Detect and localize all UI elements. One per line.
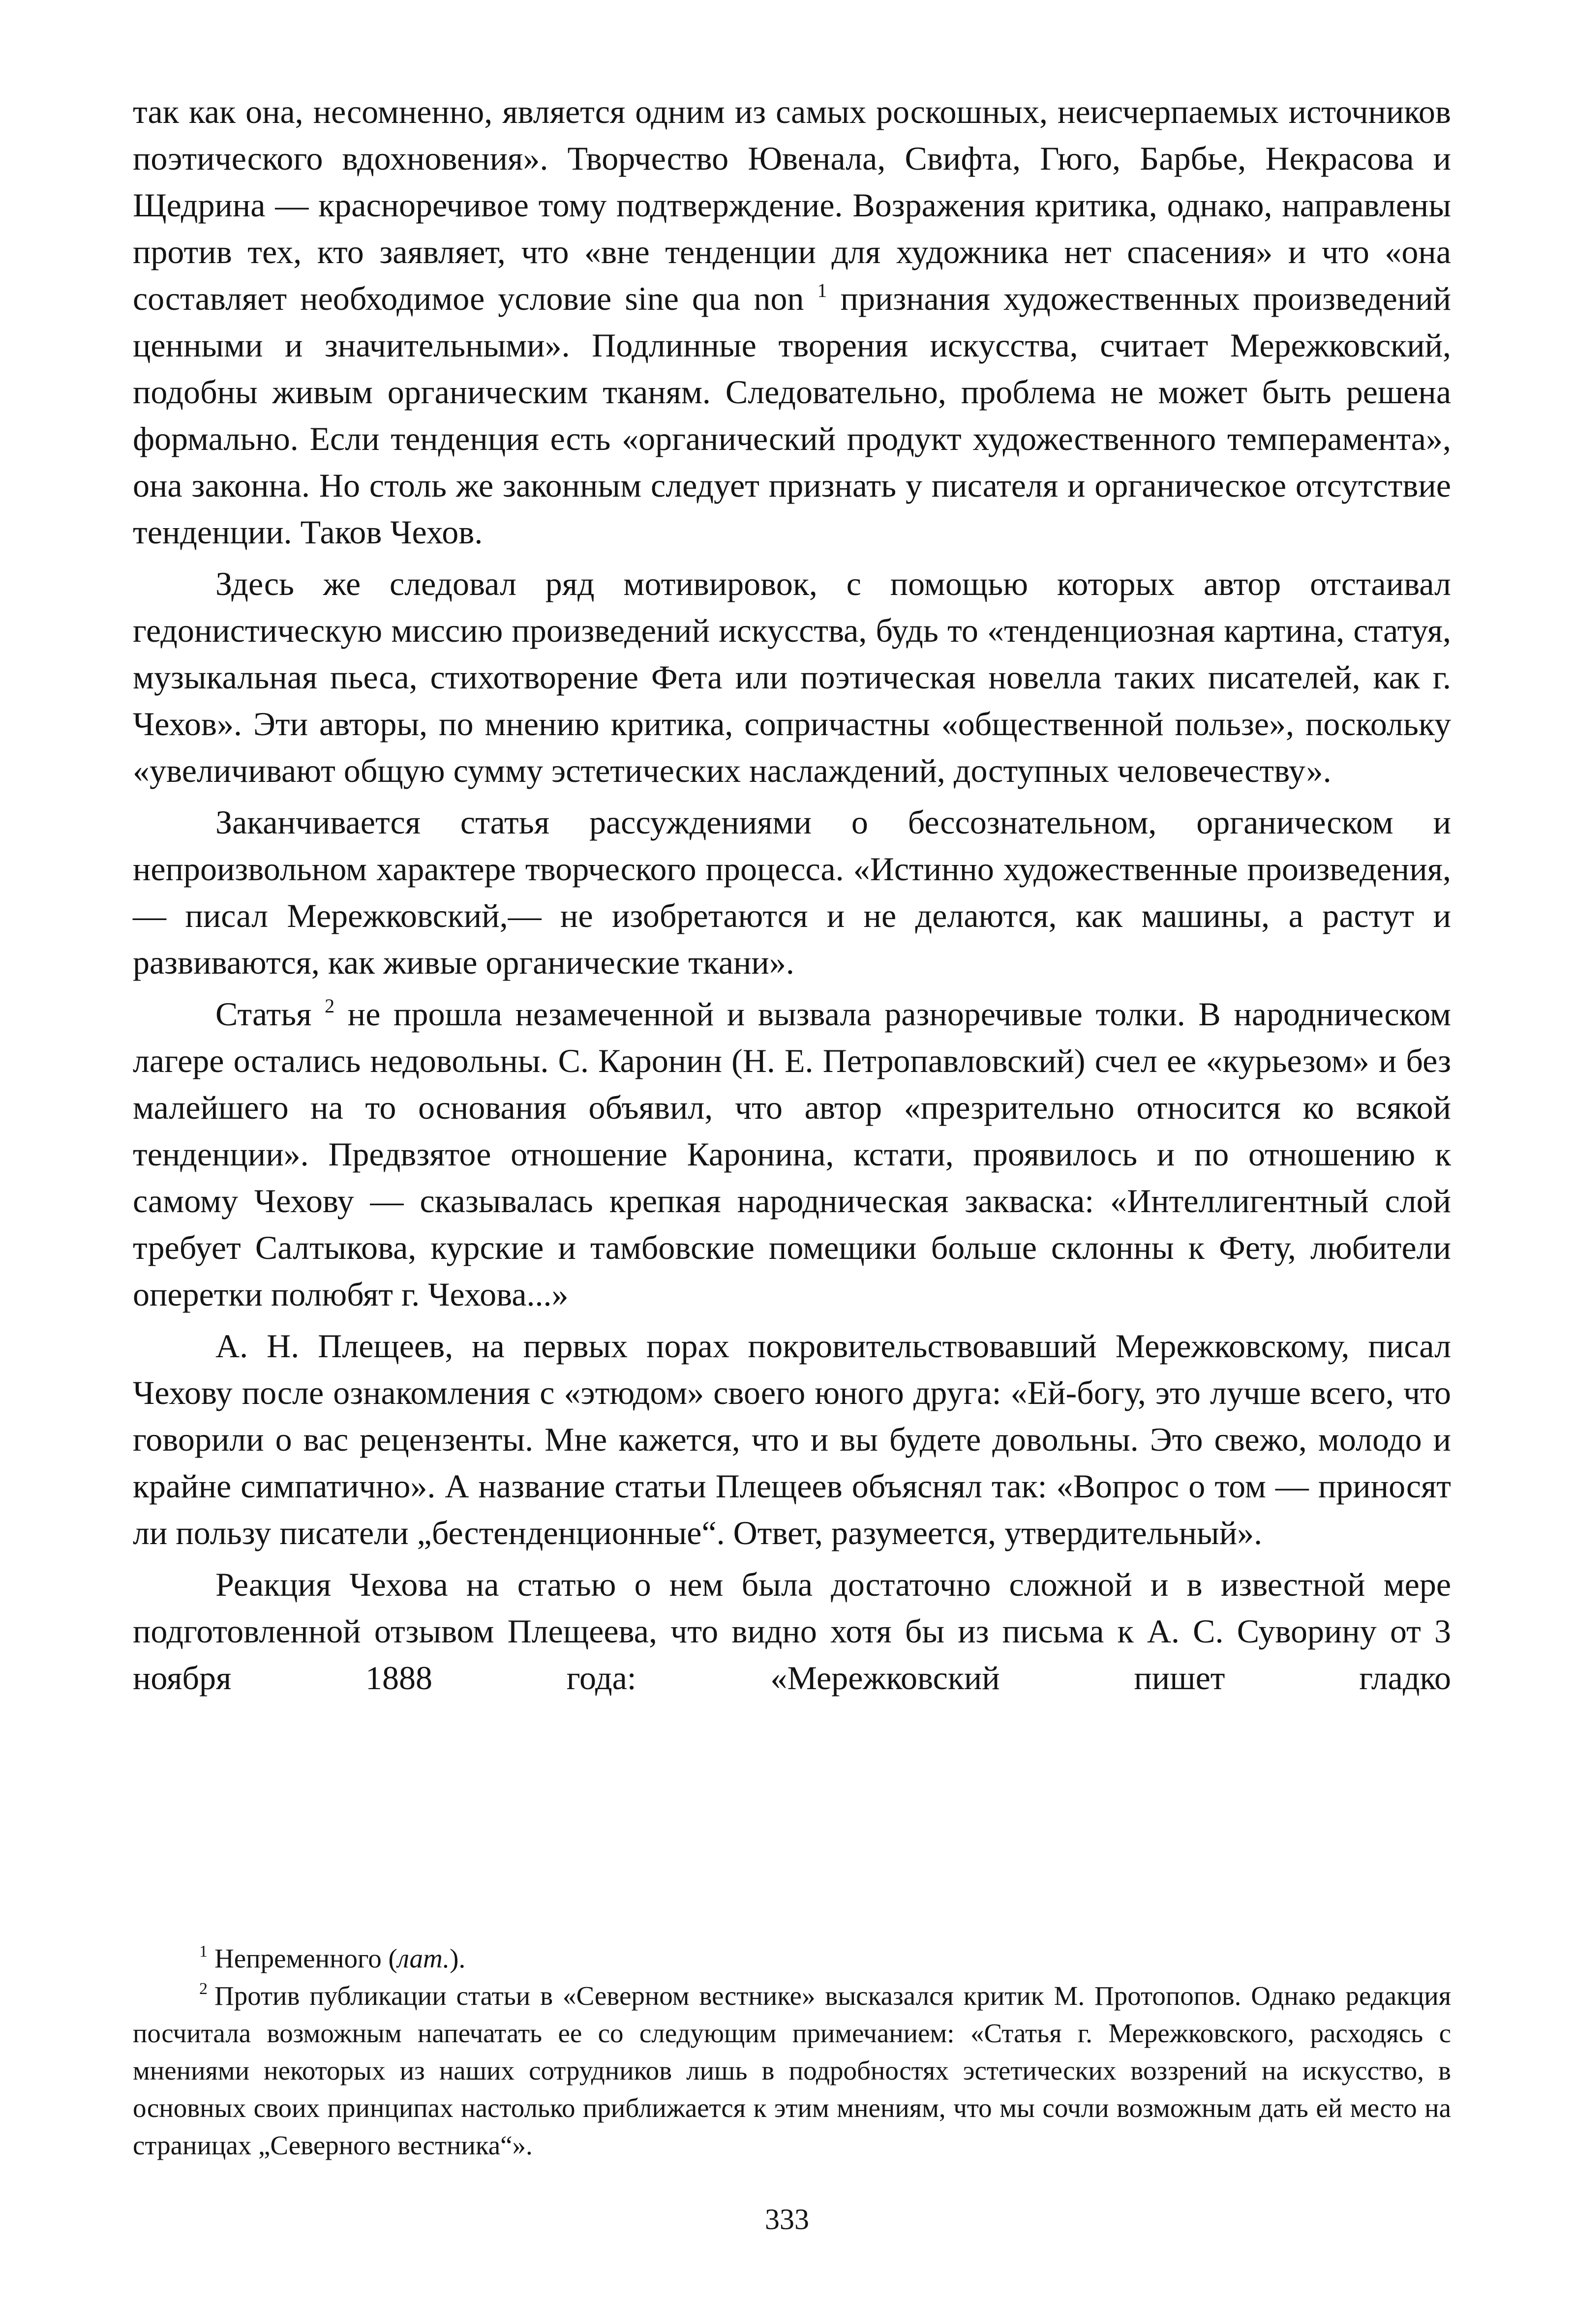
paragraph-4-text-before: Статья bbox=[215, 995, 312, 1033]
footnote-2 bbox=[133, 1977, 1451, 2164]
paragraph-3: Заканчивается статья рассуждениями о бессознательном, органическом и непроизвольном характере творческого процесса. «Истинно художественные произведения,— писал Мережковский,— не изобретаются и не делаются, как машины, а растут и развиваются, как живые органические ткани». bbox=[133, 804, 1451, 981]
paragraph-1 bbox=[133, 89, 1451, 556]
footnote-1 bbox=[133, 1940, 1451, 1977]
paragraph-4 bbox=[133, 991, 1451, 1318]
footnote-1-italic: лат. bbox=[397, 1943, 450, 1973]
paragraph-4-text-after: не прошла незамеченной и вызвала разноречивые толки. В народническом лагере остались недовольны. С. Каронин (Н. Е. Петропавловский) счел ее «курьезом» и без малейшего на то основания объявил, что автор «презрительно относится ко всякой тенденции». Предвзятое отношение Каронина, кстати, проявилось и по отношению к самому Чехову — сказывалась крепкая народническая закваска: «Интеллигентный слой требует Салтыкова, курские и тамбовские помещики больше склонны к Фету, любители оперетки полюбят г. Чехова...» bbox=[133, 995, 1452, 1313]
footnote-1-mark: 1 bbox=[199, 1942, 208, 1961]
footnotes bbox=[133, 1940, 1451, 2164]
main-text bbox=[133, 89, 1451, 1701]
page-number: 333 bbox=[765, 2203, 809, 2235]
footnote-2-text: Против публикации статьи в «Северном вестнике» высказался критик М. Протопопов. Однако редакция посчитала возможным напечатать ее со следующим примечанием: «Статья г. Мережковского, расходясь с мнениями некоторых из наших сотрудников лишь в подробностях эстетических воззрений на искусство, в основных своих принципах настолько приближается к этим мнениям, что мы сочли возможным дать ей место на страницах „Северного вестника“». bbox=[133, 1981, 1451, 2160]
footnote-ref-1[interactable]: 1 bbox=[817, 279, 827, 301]
paragraph-1-text-after: признания художественных произведений ценными и значительными». Подлинные творения искусства, считает Мережковский, подобны живым органическим тканям. Следовательно, проблема не может быть решена формально. Если тенденция есть «органический продукт художественного темперамента», она законна. Но столь же законным следует признать у писателя и органическое отсутствие тенденции. Таков Чехов. bbox=[133, 280, 1451, 551]
footnote-ref-2[interactable]: 2 bbox=[325, 995, 335, 1017]
paragraph-1-text-before: так как она, несомненно, является одним из самых роскошных, неисчерпаемых источников поэтического вдохновения». Творчество Ювенала, Свифта, Гюго, Барбье, Некрасова и Щедрина — красноречивое тому подтверждение. Возражения критика, однако, направлены против тех, кто заявляет, что «вне тенденции для художника нет спасения» и что «она составляет необходимое условие sine qua non bbox=[133, 93, 1451, 317]
footnote-2-mark: 2 bbox=[199, 1980, 208, 1998]
footnote-1-text: Непременного ( bbox=[214, 1943, 397, 1973]
paragraph-6: Реакция Чехова на статью о нем была достаточно сложной и в известной мере подготовленной отзывом Плещеева, что видно хотя бы из письма к А. С. Суворину от 3 ноября 1888 года: «Мережковский пишет гладко bbox=[133, 1566, 1451, 1697]
footnote-1-tail: ). bbox=[450, 1943, 466, 1973]
paragraph-5: А. Н. Плещеев, на первых порах покровительствовавший Мережковскому, писал Чехову после ознакомления с «этюдом» своего юного друга: «Ей-богу, это лучше всего, что говорили о вас рецензенты. Мне кажется, что и вы будете довольны. Это свежо, молодо и крайне симпатично». А название статьи Плещеев объяснял так: «Вопрос о том — приносят ли пользу писатели „бестенденционные“. Ответ, разумеется, утвердительный». bbox=[133, 1327, 1451, 1551]
paragraph-2: Здесь же следовал ряд мотивировок, с помощью которых автор отстаивал гедонистическую миссию произведений искусства, будь то «тенденциозная картина, статуя, музыкальная пьеса, стихотворение Фета или поэтическая новелла таких писателей, как г. Чехов». Эти авторы, по мнению критика, сопричастны «общественной пользе», поскольку «увеличивают общую сумму эстетических наслаждений, доступных человечеству». bbox=[133, 565, 1451, 789]
